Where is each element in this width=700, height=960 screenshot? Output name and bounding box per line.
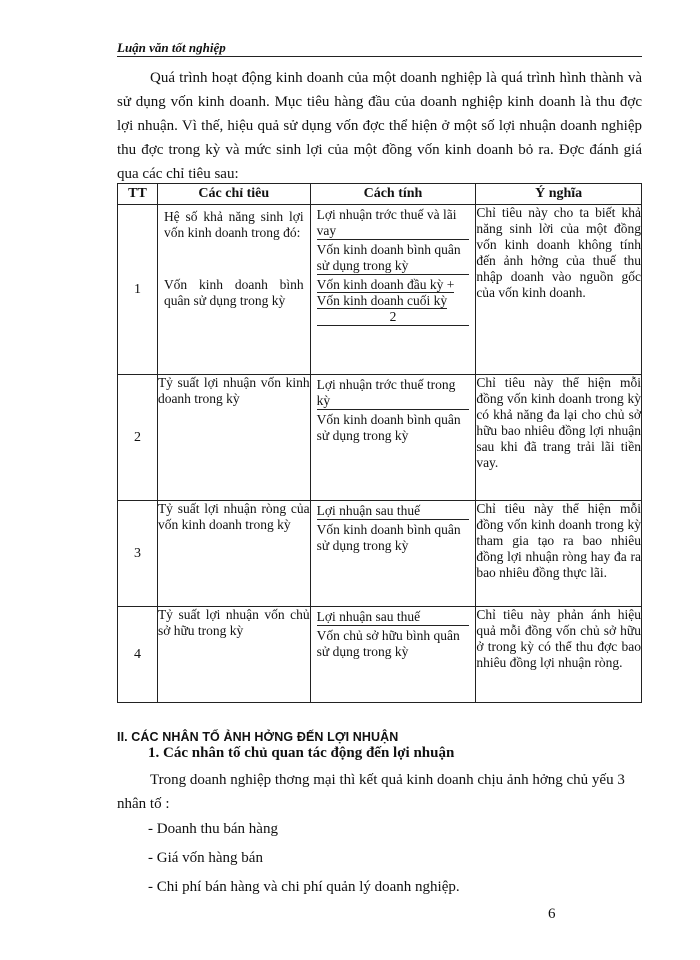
calculation-cell (310, 501, 476, 607)
intro-paragraph: Quá trình hoạt động kinh doanh của một doanh nghiệp là quá trình hình thành và sử dụng vốn kinh doanh. Mục tiêu hàng đầu của doanh nghiệp kinh doanh là thu đợc lợi nhuận. Vì thế, hiệu quả sử dụng vốn đợc thể hiện ở một số lợi nhuận doanh nghiệp thu đợc trong kỳ và mức sinh lợi của một đồng vốn kinh doanh bỏ ra. Đợc đánh giá qua các chỉ tiêu sau: (117, 70, 642, 182)
formula-denominator: Vốn kinh doanh bình quân sử dụng trong kỳ (316, 522, 461, 553)
formula-denominator: Vốn kinh doanh bình quân sử dụng trong kỳ (316, 412, 461, 443)
meaning-cell: Chỉ tiêu này thể hiện mỗi đồng vốn kinh doanh trong kỳ có khả năng đa lại cho chủ sở hữu bao nhiêu đồng lợi nhuận sau khi đã trang trải lãi tiền vay. (476, 375, 642, 501)
formula-denominator: Vốn kinh doanh bình quân sử dụng trong kỳ (316, 242, 461, 273)
calculation-cell (310, 607, 476, 703)
criteria-subtext: Vốn kinh doanh bình quân sử dụng trong kỳ (163, 277, 304, 308)
formula-average-numerator: Vốn kinh doanh đầu kỳ + Vốn kinh doanh cuối kỳ (316, 277, 455, 308)
factor-list (148, 820, 460, 907)
row-number: 1 (118, 205, 158, 375)
formula-denominator: Vốn chủ sở hữu bình quân sử dụng trong kỳ (316, 628, 460, 659)
list-item: - Giá vốn hàng bán (148, 850, 263, 866)
list-item: - Doanh thu bán hàng (148, 821, 278, 837)
header-criteria: Các chỉ tiêu (157, 184, 310, 205)
formula-average-divisor: 2 (317, 309, 470, 326)
header-tt: TT (118, 184, 158, 205)
formula-numerator: Lợi nhuận trớc thuế trong kỳ (317, 377, 470, 410)
criteria-cell: Tỷ suất lợi nhuận vốn chủ sở hữu trong kỳ (157, 607, 310, 703)
criteria-cell: Tỷ suất lợi nhuận vốn kinh doanh trong kỳ (157, 375, 310, 501)
running-header: Luận văn tốt nghiệp (117, 41, 642, 57)
formula-numerator: Lợi nhuận trớc thuế và lãi vay (317, 207, 470, 240)
header-meaning: Ý nghĩa (476, 184, 642, 205)
row-number: 3 (118, 501, 158, 607)
section-heading: II. CÁC NHÂN TỐ ẢNH HỞNG ĐẾN LỢI NHUẬN (117, 730, 399, 744)
table-row (118, 205, 642, 375)
formula-numerator: Lợi nhuận sau thuế (317, 609, 470, 626)
table-header-row (118, 184, 642, 205)
table-row (118, 375, 642, 501)
criteria-text: Hệ số khả năng sinh lợi vốn kinh doanh trong đó: (163, 209, 304, 240)
indicator-table (117, 183, 642, 703)
meaning-cell: Chỉ tiêu này cho ta biết khả năng sinh lời của một đồng vốn kinh doanh không tính đến ảnh hởng của thuế thu nhập doanh vào nguồn gốc của vốn kinh doanh. (476, 205, 642, 375)
table-row (118, 501, 642, 607)
page-number: 6 (548, 906, 556, 922)
row-number: 2 (118, 375, 158, 501)
meaning-cell: Chỉ tiêu này thể hiện mỗi đồng vốn kinh doanh trong kỳ tham gia tạo ra bao nhiêu đồng lợi nhuận ròng hay đa ra bao nhiêu đồng thực lãi. (476, 501, 642, 607)
formula-numerator: Lợi nhuận sau thuế (317, 503, 470, 520)
section-paragraph: Trong doanh nghiệp thơng mại thì kết quả kinh doanh chịu ảnh hởng chủ yếu 3 nhân tố : (117, 772, 625, 812)
subsection-heading: 1. Các nhân tố chủ quan tác động đến lợi nhuận (148, 745, 455, 761)
criteria-cell (157, 205, 310, 375)
calculation-cell (310, 205, 476, 375)
header-calculation: Cách tính (310, 184, 476, 205)
row-number: 4 (118, 607, 158, 703)
calculation-cell (310, 375, 476, 501)
list-item: - Chi phí bán hàng và chi phí quản lý doanh nghiệp. (148, 879, 460, 895)
meaning-cell: Chỉ tiêu này phản ánh hiệu quả mỗi đồng vốn chủ sở hữu ở trong kỳ có thể thu đợc bao nhiêu đồng lợi nhuận ròng. (476, 607, 642, 703)
criteria-cell: Tỷ suất lợi nhuận ròng của vốn kinh doanh trong kỳ (157, 501, 310, 607)
table-row (118, 607, 642, 703)
